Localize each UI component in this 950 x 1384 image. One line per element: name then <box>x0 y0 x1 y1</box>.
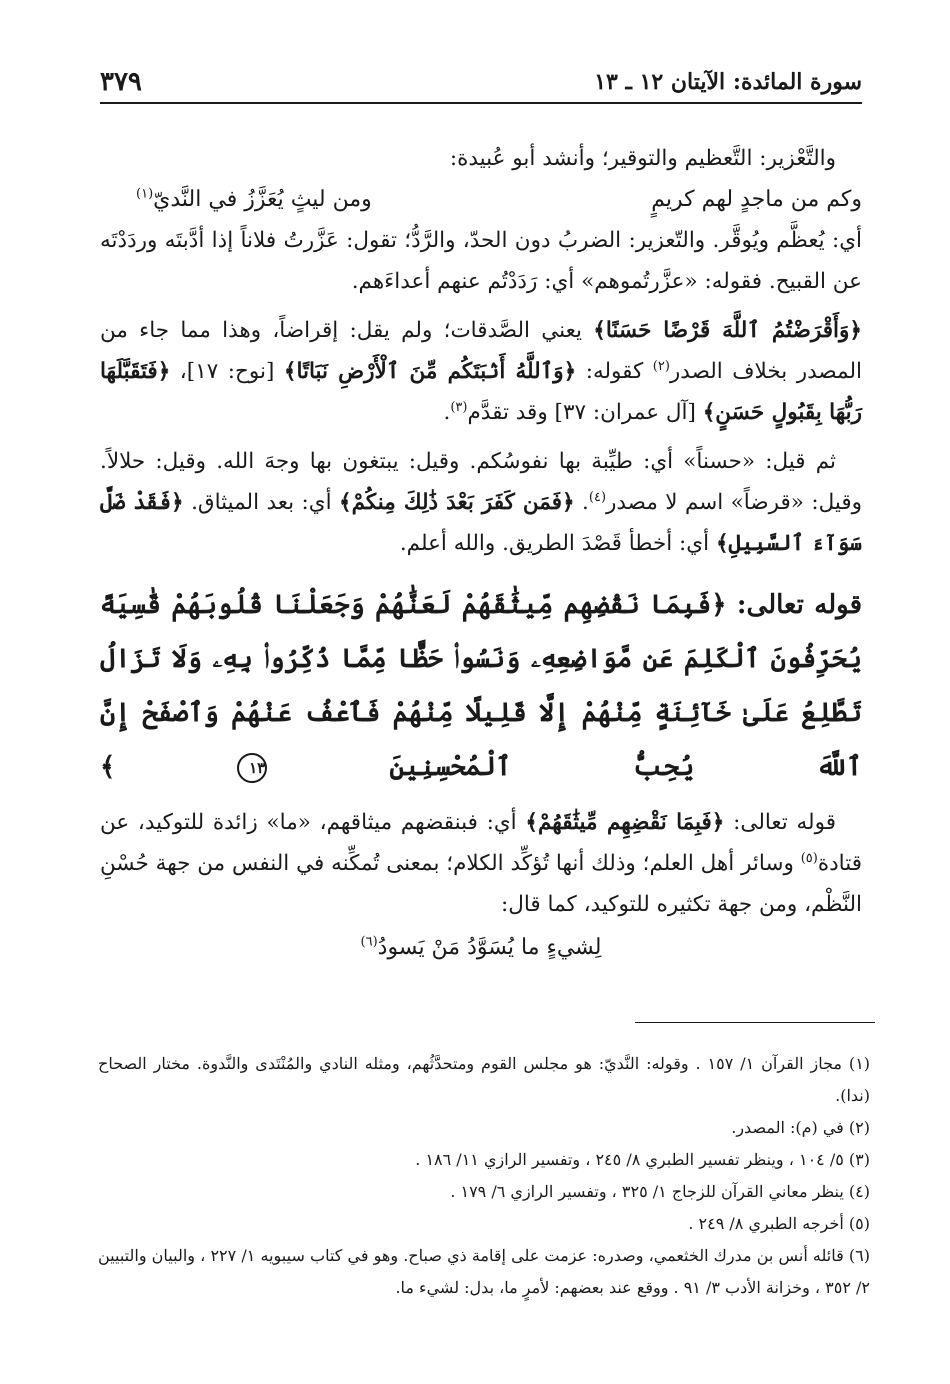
page-number: ٣٧٩ <box>100 67 142 97</box>
text-span: . <box>443 400 451 425</box>
verse-text: لِشيءٍ ما يُسَوَّدُ مَنْ يَسودُ <box>377 935 602 960</box>
footnote-divider <box>635 1022 875 1023</box>
quran-quote: ﴿فَتَقَبَّلَهَا رَبُّهَا بِقَبُولٍ حَسَنٍ﴾ <box>100 359 862 425</box>
footnotes <box>98 1048 870 1304</box>
paragraph-qard <box>100 310 862 433</box>
header-title: سورة المائدة: الآيتان ١٢ ـ ١٣ <box>594 69 862 95</box>
running-header <box>100 62 862 104</box>
paragraph-naqd <box>100 802 862 925</box>
footnote-5: (٥) أخرجه الطبري ٨/ ٢٤٩ . <box>688 1214 870 1233</box>
verse-hemistich-first: وكم من ماجدٍ لهم كريمٍ <box>651 187 862 212</box>
text-span: أي: أخطأ قَصْدَ الطريق. والله أعلم. <box>399 531 716 556</box>
text-span: أي: فبنقضهم ميثاقهم، «ما» زائدة للتوكيد، عن قتادة <box>100 810 862 876</box>
ayah-heading <box>100 578 862 794</box>
main-text <box>100 138 862 968</box>
footnote-3: (٣) ٥/ ١٠٤ ، وينظر تفسير الطبري ٨/ ٢٤٥ ، وتفسير الرازي ١١/ ١٨٦ . <box>415 1150 870 1169</box>
text-span: وسائر أهل العلم؛ وذلك أنها تُؤكِّد الكلام؛ بمعنى تُمكِّنه في النفس من جهة حُسْنِ النَّظْم، ومن جهة تكثيره للتوكيد، كما قال: <box>100 851 862 917</box>
text-span: قوله تعالى: <box>724 810 836 835</box>
quran-quote: ﴿فَقَدْ ضَلَّ سَوَآءَ ٱلسَّبِيلِ﴾ <box>100 490 862 556</box>
quran-quote: ﴿فَبِمَا نَقْضِهِم مِّيثَٰقَهُمْ﴾ <box>525 810 725 835</box>
footnote-ref-6: (٦) <box>360 934 378 950</box>
footnote-ref-4: (٤) <box>588 489 607 505</box>
footnote-4: (٤) ينظر معاني القرآن للزجاج ١/ ٣٢٥ ، وتفسير الرازي ٦/ ١٧٩ . <box>450 1182 870 1201</box>
quran-quote: ﴿فَمَن كَفَرَ بَعْدَ ذَٰلِكَ مِنكُمْ﴾ <box>339 490 575 515</box>
text-span: كقوله: <box>576 359 653 384</box>
paragraph-hasan <box>100 441 862 564</box>
text-span: أي: بعد الميثاق. <box>183 490 340 515</box>
footnote-ref-1: (١) <box>136 186 154 202</box>
paragraph-tazir: والتَّعْزير: التَّعظيم والتوقير؛ وأنشد أبو عُبيدة: <box>449 146 836 171</box>
footnote-ref-2: (٢) <box>652 358 670 374</box>
ayah-text: ﴿فَبِمَا نَقْضِهِم مِّيثَٰقَهُمْ لَعَنَّٰهُمْ وَجَعَلْنَا قُلُوبَهُمْ قَٰسِيَةً يُحَرِّفُونَ ٱلْكَلِمَ عَن مَّوَاضِعِهِۦ وَنَسُوا۟ حَظًّا مِّمَّا ذُكِّرُوا۟ بِهِۦ وَلَا تَزَالُ تَطَّلِعُ عَلَىٰ خَآئِنَةٍ مِّنْهُمْ إِلَّا قَلِيلًا مِّنْهُمْ فَٱعْفُ عَنْهُمْ وَٱصْفَحْ إِنَّ ٱللَّهَ يُحِبُّ ٱلْمُحْسِنِينَ <box>100 590 862 782</box>
footnote-6: (٦) قائله أنس بن مدرك الخثعمي، وصدره: عزمت على إقامة ذي صباح. وهو في كتاب سيبويه ١/ ٢٢٧ ، والبيان والتبيين ٢/ ٣٥٢ ، وخزانة الأدب ٣/ ٩١ . ووقع عند بعضهم: لأمرٍ ما، بدل: لشيء ما. <box>98 1246 870 1297</box>
text-span: ثم قيل: «حسناً» أي: طيِّبة بها نفوسُكم. وقيل: يبتغون بها وجهَ الله. وقيل: حلالاً. وقيل: «قرضاً» اسم لا مصدر <box>100 449 862 515</box>
text-span: [آل عمران: ٣٧] وقد تقدَّم <box>467 400 703 425</box>
poetry-verse-2 <box>100 927 862 968</box>
poetry-verse-1 <box>100 179 862 220</box>
text-span: يعني الصَّدقات؛ ولم يقل: إقراضاً، وهذا مما جاء من المصدر بخلاف الصدر <box>100 318 862 384</box>
text-span: . <box>574 490 589 515</box>
footnote-1: (١) مجاز القرآن ١/ ١٥٧ . وقوله: النَّديّ: هو مجلس القوم ومتحدَّثُهم، ومثله النادي والمُنْتَدى والنَّدوة. مختار الصحاح (ندا). <box>98 1054 871 1105</box>
quran-quote: ﴿وَأَقْرَضْتُمُ ٱللَّهَ قَرْضًا حَسَنًا﴾ <box>593 318 862 343</box>
ayah-close: ﴾ <box>100 752 238 782</box>
paragraph-meaning: أي: يُعظَّم ويُوقَّر. والتّعزير: الضربُ دون الحدّ، والرَّدُّ؛ تقول: عَزَّرتُ فلاناً إذا أدَّبتَه وردَدْتَه عن القبيح. فقوله: «عزَّرتُموهم» أي: رَدَدْتُم عنهم أعداءَهم. <box>100 228 862 294</box>
ayah-lead: قوله تعالى: <box>726 590 863 620</box>
footnote-2: (٢) في (م): المصدر. <box>731 1118 870 1137</box>
ayah-number-marker: ١٣ <box>237 753 267 783</box>
verse-hemistich-second <box>136 179 372 220</box>
quran-quote: ﴿وَٱللَّهُ أَنۢبَتَكُم مِّنَ ٱلْأَرْضِ نَبَاتًا﴾ <box>283 359 577 384</box>
verse-hemistich-second-text: ومن ليثٍ يُعَزَّزُ في النَّديّ <box>153 187 372 212</box>
text-span: [نوح: ١٧]، <box>170 359 284 384</box>
footnote-ref-3: (٣) <box>450 399 468 415</box>
footnote-ref-5: (٥) <box>800 850 818 866</box>
